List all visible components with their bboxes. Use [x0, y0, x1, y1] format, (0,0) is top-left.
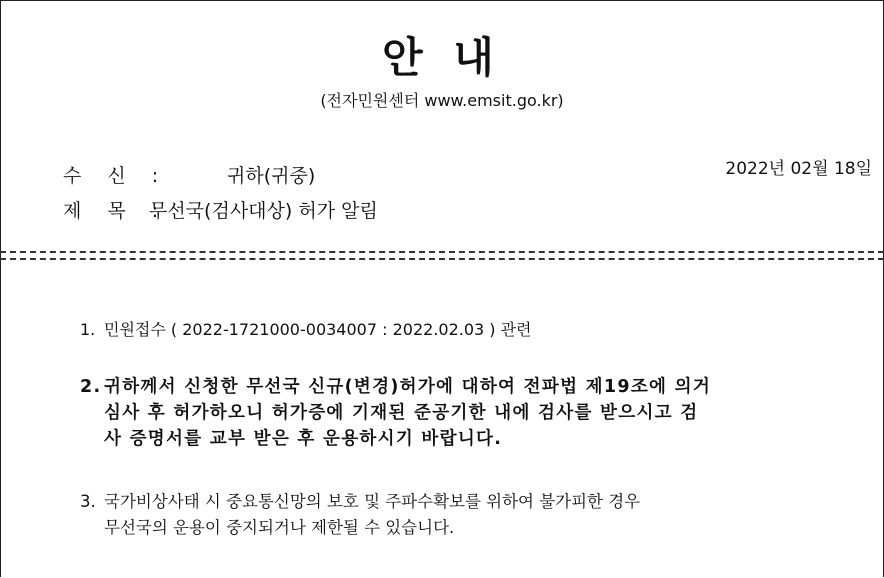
notice-item-line	[80, 489, 640, 515]
notice-item-3	[80, 489, 640, 541]
notice-item-2	[80, 374, 711, 452]
notice-item-line: 심사 후 허가하오니 허가증에 기재된 준공기한 내에 검사를 받으시고 검	[104, 403, 699, 423]
notice-item-line: 사 증명서를 교부 받은 후 운용하시기 바랍니다.	[104, 429, 503, 449]
notice-item-1	[80, 318, 532, 342]
document-date: 2022년 02월 18일	[725, 159, 872, 179]
recipient-value: 귀하(귀중)	[227, 165, 316, 187]
subject-value: 무선국(검사대상) 허가 알림	[149, 200, 378, 222]
recipient-row	[63, 164, 315, 188]
notice-item-text: 귀하께서 신청한 무선국 신규(변경)허가에 대하여 전파법 제19조에 의거	[104, 377, 712, 397]
double-dashed-divider	[0, 249, 884, 263]
document-title: 안 내	[382, 33, 502, 82]
recipient-label: 수 신 :	[63, 165, 169, 187]
notice-item-number: 3.	[80, 492, 96, 511]
notice-item-line	[80, 318, 532, 342]
notice-item-line	[80, 374, 711, 400]
notice-item-text: 민원접수 ( 2022-1721000-0034007 : 2022.02.03 ) 관련	[104, 320, 532, 339]
subject-label: 제 목 :	[63, 200, 169, 222]
subject-row	[63, 199, 378, 223]
notice-item-number: 1.	[80, 320, 96, 339]
notice-item-text: 국가비상사태 시 중요통신망의 보호 및 주파수확보를 위하여 불가피한 경우	[104, 492, 641, 511]
notice-item-line: 무선국의 운용이 중지되거나 제한될 수 있습니다.	[104, 518, 455, 537]
document-subtitle: (전자민원센터 www.emsit.go.kr)	[320, 91, 564, 110]
divider-line-top	[0, 251, 884, 253]
notice-item-number: 2.	[80, 377, 102, 397]
divider-line-bottom	[0, 258, 884, 260]
